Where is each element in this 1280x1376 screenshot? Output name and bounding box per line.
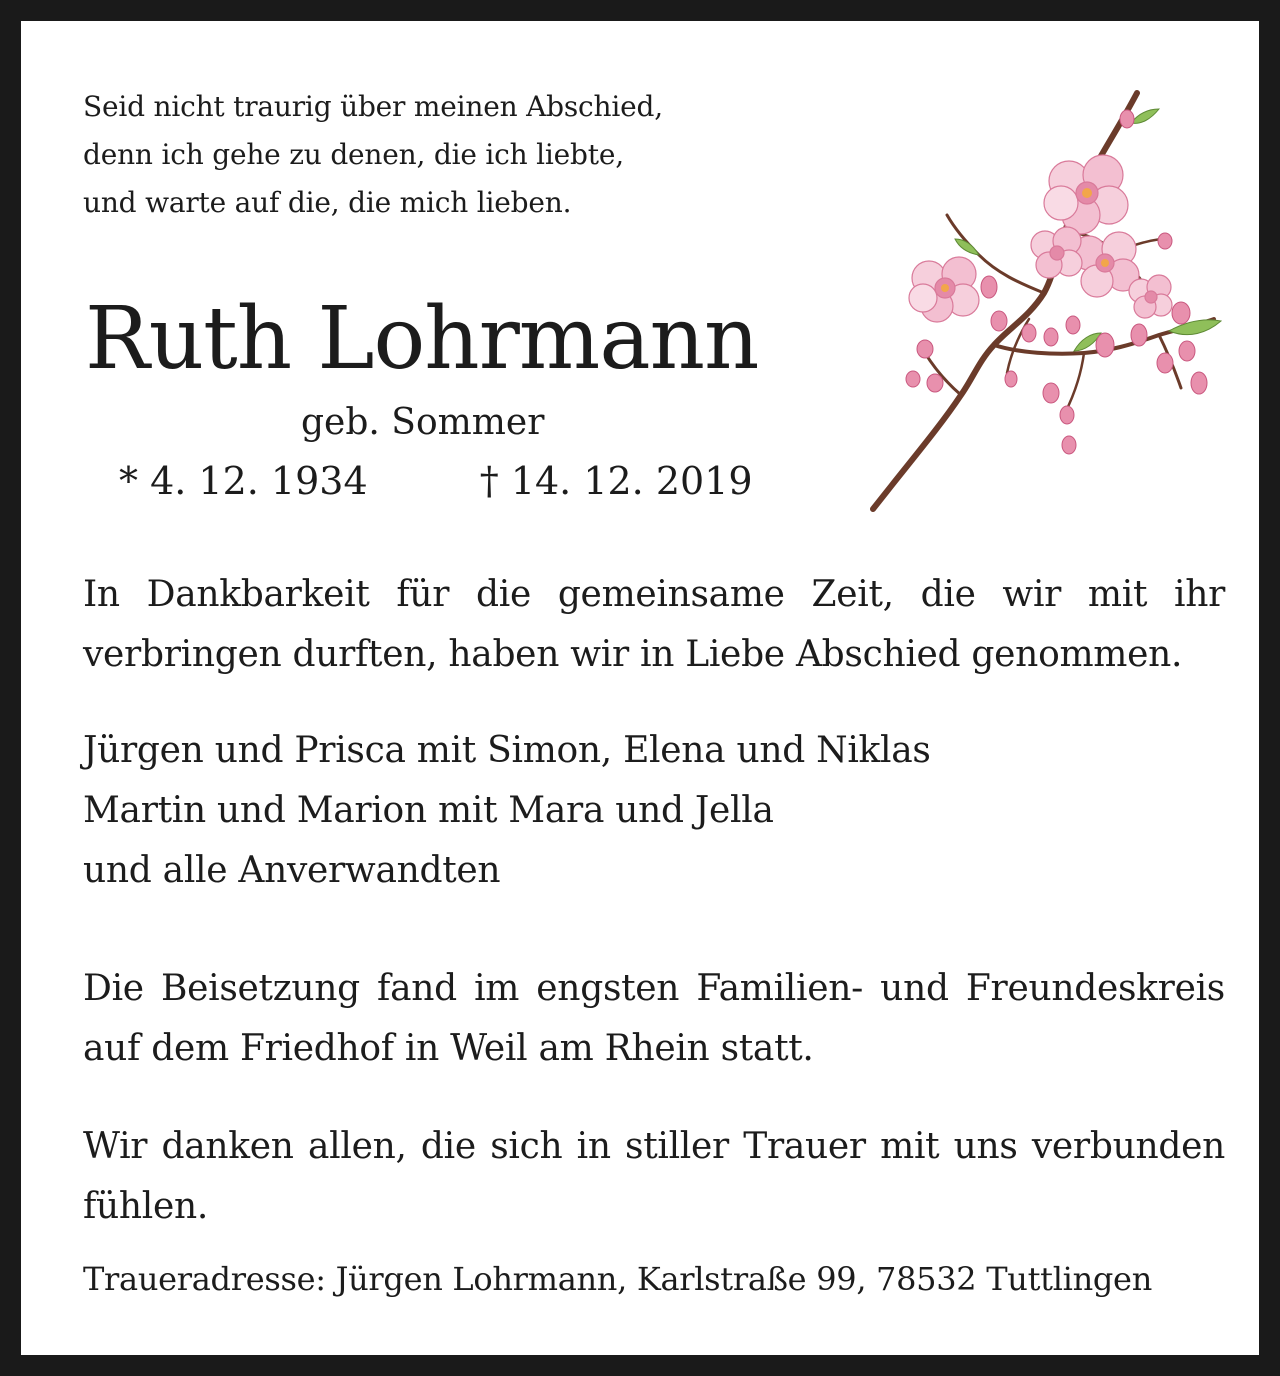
obituary-card	[21, 21, 1259, 1355]
deceased-name: Ruth Lohrmann	[85, 289, 759, 389]
burial-paragraph: Die Beisetzung fand im engsten Familien- und Freundeskreis auf dem Friedhof in Weil am Rhein statt.	[83, 968, 1225, 1069]
motto-line: denn ich gehe zu denen, die ich liebte,	[83, 138, 624, 171]
motto-line: Seid nicht traurig über meinen Abschied,	[83, 90, 663, 123]
mourning-address: Traueradresse: Jürgen Lohrmann, Karlstraße 99, 78532 Tuttlingen	[83, 1260, 1153, 1298]
family-line: Jürgen und Prisca mit Simon, Elena und Niklas	[83, 730, 931, 771]
family-line: und alle Anverwandten	[83, 850, 501, 891]
life-dates	[119, 457, 753, 505]
death-date: † 14. 12. 2019	[479, 459, 753, 503]
thanks-paragraph: Wir danken allen, die sich in stiller Trauer mit uns verbunden fühlen.	[83, 1126, 1225, 1227]
maiden-name: geb. Sommer	[301, 402, 545, 443]
motto-line: und warte auf die, die mich lieben.	[83, 186, 572, 219]
birth-date: * 4. 12. 1934	[119, 459, 368, 503]
family-list	[83, 721, 1225, 901]
cherry-blossom-branch-icon	[869, 83, 1229, 513]
family-line: Martin und Marion mit Mara und Jella	[83, 790, 774, 831]
gratitude-paragraph: In Dankbarkeit für die gemeinsame Zeit, die wir mit ihr verbringen durften, haben wir in Liebe Abschied genommen.	[83, 574, 1225, 675]
motto-verse	[83, 83, 663, 227]
